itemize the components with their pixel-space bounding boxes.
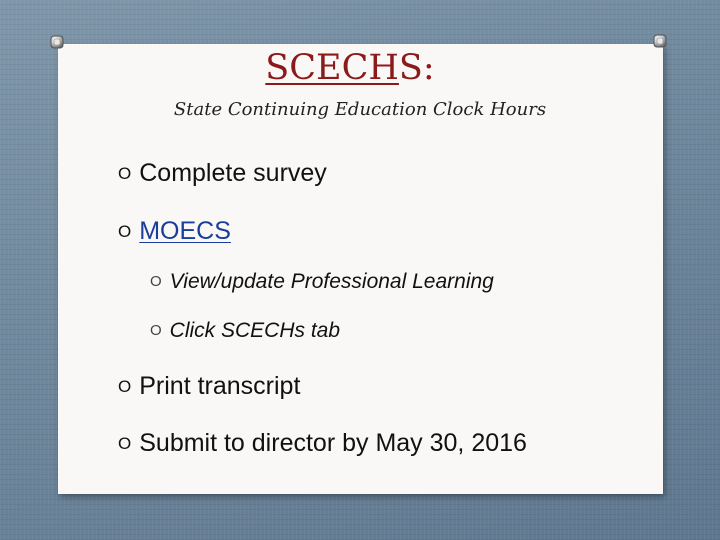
bullet-moecs (118, 215, 231, 248)
title-rest: S: (398, 48, 435, 88)
sub-bullet-view-update (150, 268, 494, 296)
bullet-marker: O (118, 377, 132, 396)
sub-bullet-marker: O (150, 273, 162, 290)
bullet-marker: O (118, 222, 132, 241)
moecs-link[interactable]: MOECS (139, 217, 231, 245)
sub-bullet-text: Click SCECHs tab (169, 319, 341, 342)
sub-bullet-text: View/update Professional Learning (169, 270, 494, 293)
bullet-text: Complete survey (139, 159, 327, 187)
bullet-text: Submit to director by May 30, 2016 (139, 429, 527, 457)
bullet-print-transcript (118, 370, 300, 403)
bullet-complete-survey (118, 157, 327, 190)
slide-title (0, 46, 700, 90)
sub-bullet-click-tab (150, 317, 340, 345)
bullet-marker: O (118, 164, 132, 183)
title-underlined-part: SCECH (265, 48, 399, 88)
sub-bullet-marker: O (150, 322, 162, 339)
slide-subtitle: State Continuing Education Clock Hours (173, 99, 547, 120)
bullet-text: Print transcript (139, 372, 301, 400)
bullet-submit-to-director (118, 427, 527, 460)
bullet-marker: O (118, 434, 132, 453)
